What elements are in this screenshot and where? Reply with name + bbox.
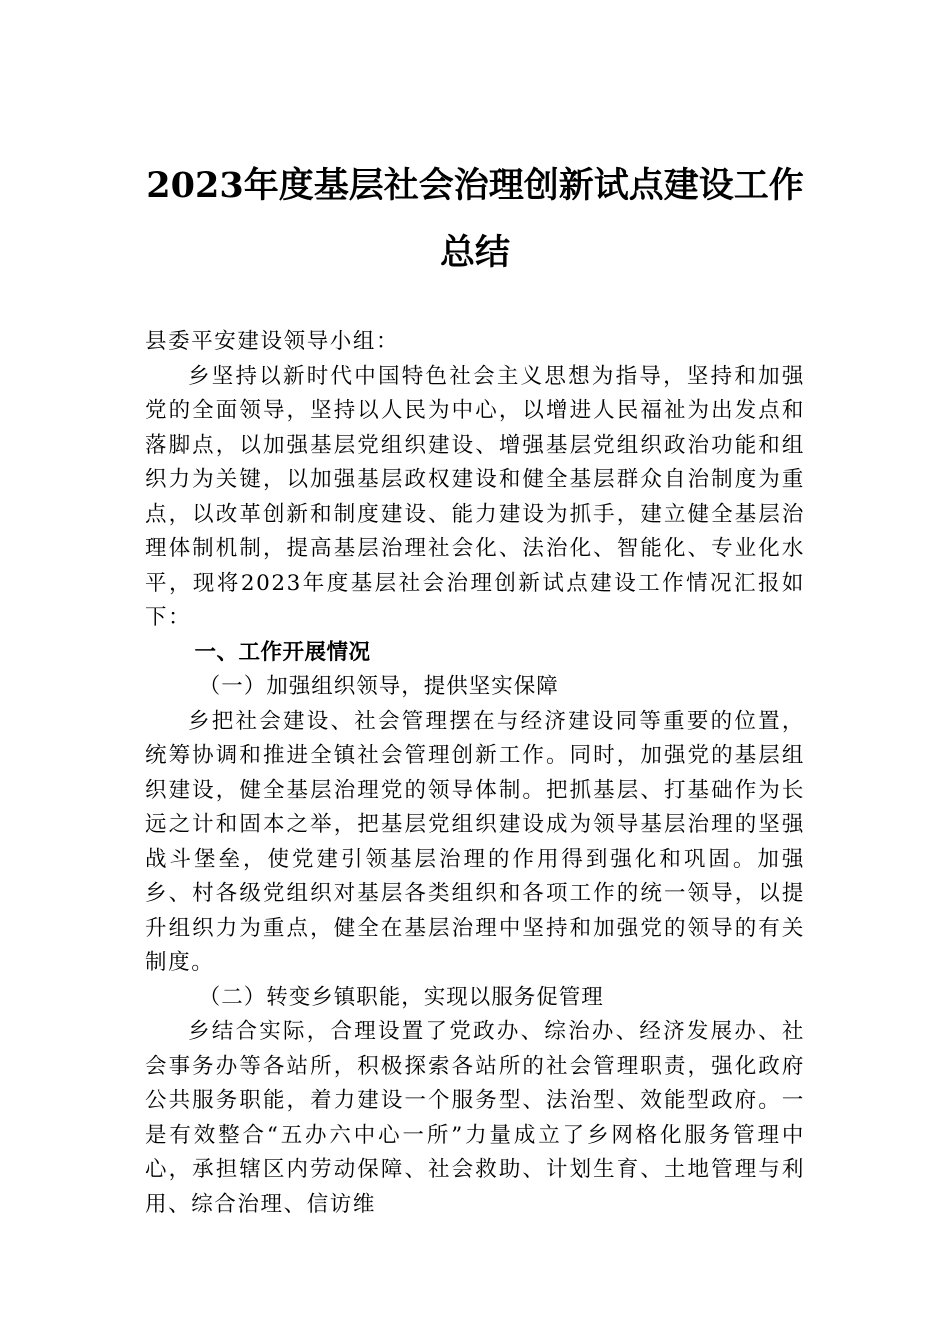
document-title-line-2: 总结 [439,232,510,273]
paragraph-2: 乡结合实际，合理设置了党政办、综治办、经济发展办、社会事务办等各站所，积极探索各站所的社会管理职责，强化政府公共服务职能，着力建设一个服务型、法治型、效能型政府。一是有效整合“五办六中心一所”力量成立了乡网格化服务管理中心，承担辖区内劳动保障、社会救助、计划生育、土地管理与利用、综合治理、信访维 [145,1019,805,1217]
document-body [145,325,805,1222]
intro-paragraph: 乡坚持以新时代中国特色社会主义思想为指导，坚持和加强党的全面领导，坚持以人民为中心，以增进人民福祉为出发点和落脚点，以加强基层党组织建设、增强基层党组织政治功能和组织力为关键，以加强基层政权建设和健全基层群众自治制度为重点，以改革创新和制度建设、能力建设为抓手，建立健全基层治理体制机制，提高基层治理社会化、法治化、智能化、专业化水平，现将2023年度基层社会治理创新试点建设工作情况汇报如下： [145,363,805,630]
paragraph-1: 乡把社会建设、社会管理摆在与经济建设同等重要的位置，统筹协调和推进全镇社会管理创新工作。同时，加强党的基层组织建设，健全基层治理党的领导体制。把抓基层、打基础作为长远之计和固本之举，把基层党组织建设成为领导基层治理的坚强战斗堡垒，使党建引领基层治理的作用得到强化和巩固。加强乡、村各级党组织对基层各类组织和各项工作的统一领导，以提升组织力为重点，健全在基层治理中坚持和加强党的领导的有关制度。 [145,708,805,975]
section-heading-1: 一、工作开展情况 [194,639,371,665]
subsection-heading-2: （二）转变乡镇职能，实现以服务促管理 [198,984,604,1010]
salutation: 县委平安建设领导小组： [145,329,400,354]
subsection-heading-1: （一）加强组织领导，提供坚实保障 [198,674,559,699]
document-title-line-1: 2023年度基层社会治理创新试点建设工作 [146,165,804,206]
